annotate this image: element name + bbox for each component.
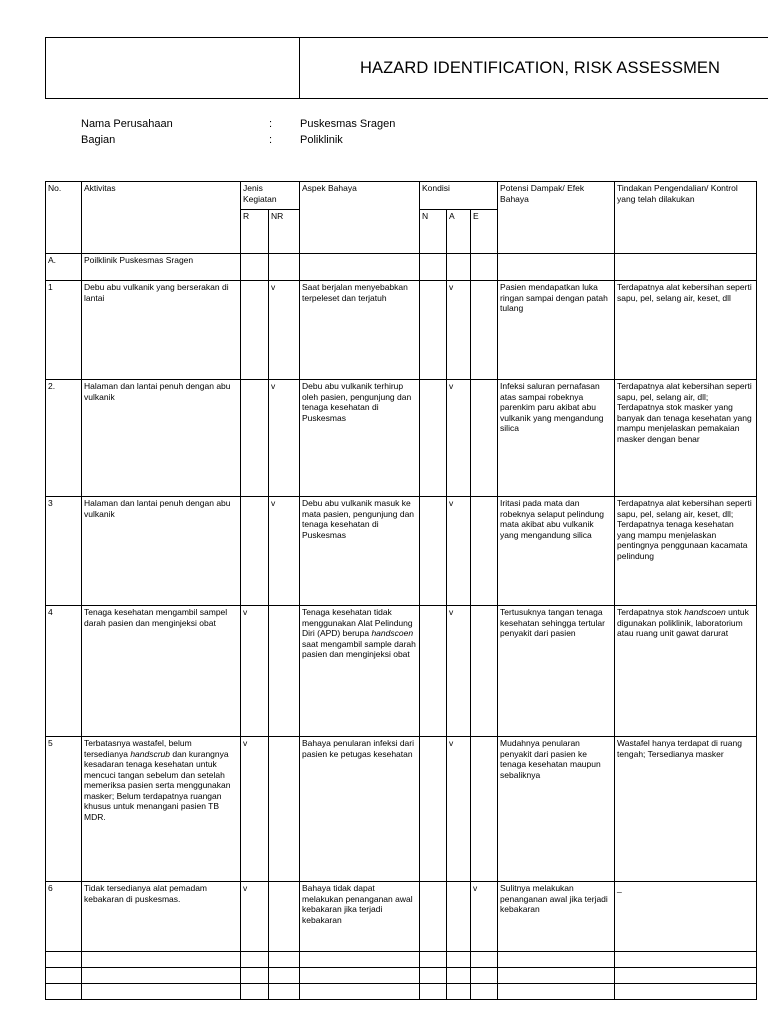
tindakan-text: untuk digunakan poliklinik, laboratorium atau ruang unit gawat darurat (617, 607, 749, 638)
empty-cell (447, 984, 471, 1000)
header-aspek-bahaya: Aspek Bahaya (300, 182, 420, 254)
company-value: Puskesmas Sragen (300, 118, 396, 130)
row-n (420, 281, 447, 380)
row-n (420, 497, 447, 606)
aspek-italic-text: handscoen (371, 628, 414, 638)
header-row (46, 182, 757, 210)
row-aspek: Bahaya tidak dapat melakukan penanganan awal kebakaran jika terjadi kebakaran (300, 882, 420, 952)
empty-cell (300, 952, 420, 968)
header-potensi-dampak: Potensi Dampak/ Efek Bahaya (498, 182, 615, 254)
header-no: No. (46, 182, 82, 254)
row-n (420, 380, 447, 497)
row-a: v (447, 281, 471, 380)
header-kondisi: Kondisi (420, 182, 498, 210)
aspek-text: Tenaga kesehatan tidak menggunakan Alat Pelindung Diri (APD) berupa (302, 607, 413, 638)
row-a (447, 882, 471, 952)
row-tindakan: Terdapatnya alat kebersihan seperti sapu, pel, selang air, keset, dll; Terdapatnya tenaga kesehatan yang mampu menjelaskan pentingnya penggunaan kacamata pelindung (615, 497, 757, 606)
empty-cell (300, 254, 420, 281)
row-nr: v (269, 281, 300, 380)
aspek-text: saat mengambil sample darah pasien dan menginjeksi obat (302, 638, 416, 659)
department-label: Bagian (81, 134, 116, 146)
section-no: A. (46, 254, 82, 281)
empty-row (46, 952, 757, 968)
empty-cell (82, 984, 241, 1000)
row-e (471, 737, 498, 882)
table-row (46, 882, 757, 952)
empty-cell (82, 952, 241, 968)
aktivitas-text: dan kurangnya kesadaran tenaga kesehatan untuk mencuci tangan sebelum dan setelah memeriksa pasien serta menggunakan masker; Belum terdapatnya ruangan khusus untuk menangani pasien TB MDR. (84, 748, 231, 822)
empty-cell (471, 968, 498, 984)
row-potensi: Tertusuknya tangan tenaga kesehatan sehingga tertular penyakit dari pasien (498, 606, 615, 737)
empty-cell (471, 984, 498, 1000)
section-title: Poilklinik Puskesmas Sragen (82, 254, 241, 281)
empty-cell (269, 968, 300, 984)
header-n: N (420, 210, 447, 254)
table-row (46, 497, 757, 606)
row-aktivitas: Debu abu vulkanik yang berserakan di lantai (82, 281, 241, 380)
document-title: HAZARD IDENTIFICATION, RISK ASSESSMEN (360, 59, 721, 77)
header-tindakan: Tindakan Pengendalian/ Kontrol yang telah dilakukan (615, 182, 757, 254)
empty-cell (447, 952, 471, 968)
row-a: v (447, 606, 471, 737)
empty-cell (498, 952, 615, 968)
empty-cell (471, 254, 498, 281)
row-n (420, 882, 447, 952)
header-e: E (471, 210, 498, 254)
company-separator: : (269, 118, 273, 130)
row-nr (269, 737, 300, 882)
row-r (241, 281, 269, 380)
row-e (471, 380, 498, 497)
row-r: v (241, 882, 269, 952)
table-row (46, 380, 757, 497)
tindakan-text: Terdapatnya stok (617, 607, 685, 617)
empty-cell (241, 968, 269, 984)
empty-cell (615, 984, 757, 1000)
row-a: v (447, 380, 471, 497)
empty-cell (447, 254, 471, 281)
row-aktivitas: Halaman dan lantai penuh dengan abu vulkanik (82, 380, 241, 497)
row-aspek: Saat berjalan menyebabkan terpeleset dan terjatuh (300, 281, 420, 380)
department-separator: : (269, 134, 273, 146)
row-e: v (471, 882, 498, 952)
empty-cell (615, 254, 757, 281)
row-potensi: Pasien mendapatkan luka ringan sampai dengan patah tulang (498, 281, 615, 380)
row-r: v (241, 737, 269, 882)
header-r: R (241, 210, 269, 254)
empty-cell (498, 984, 615, 1000)
department-value: Poliklinik (300, 134, 343, 146)
row-potensi: Infeksi saluran pernafasan atas sampai robeknya parenkim paru akibat abu vulkanik yang mengandung silica (498, 380, 615, 497)
empty-cell (46, 952, 82, 968)
row-no: 1 (46, 281, 82, 380)
row-n (420, 737, 447, 882)
row-e (471, 281, 498, 380)
empty-cell (300, 968, 420, 984)
row-aktivitas: Tenaga kesehatan mengambil sampel darah pasien dan menginjeksi obat (82, 606, 241, 737)
row-aspek: Bahaya penularan infeksi dari pasien ke petugas kesehatan (300, 737, 420, 882)
row-no: 3 (46, 497, 82, 606)
row-no: 2. (46, 380, 82, 497)
header-nr: NR (269, 210, 300, 254)
empty-row (46, 984, 757, 1000)
empty-cell (269, 952, 300, 968)
header-jenis-kegiatan: Jenis Kegiatan (241, 182, 300, 210)
table-row (46, 606, 757, 737)
row-e (471, 606, 498, 737)
empty-cell (471, 952, 498, 968)
empty-cell (241, 952, 269, 968)
table-row (46, 737, 757, 882)
empty-cell (46, 984, 82, 1000)
empty-cell (241, 984, 269, 1000)
row-no: 5 (46, 737, 82, 882)
row-aktivitas: Tidak tersedianya alat pemadam kebakaran di puskesmas. (82, 882, 241, 952)
empty-cell (269, 254, 300, 281)
row-tindakan: Wastafel hanya terdapat di ruang tengah; Tersedianya masker (615, 737, 757, 882)
row-r (241, 497, 269, 606)
aktivitas-text: Terbatasnya wastafel, belum tersedianya (84, 738, 192, 759)
empty-cell (420, 952, 447, 968)
row-no: 4 (46, 606, 82, 737)
row-tindakan: Terdapatnya alat kebersihan seperti sapu, pel, selang air, keset, dll (615, 281, 757, 380)
table-row (46, 281, 757, 380)
empty-cell (46, 968, 82, 984)
row-e (471, 497, 498, 606)
empty-cell (420, 968, 447, 984)
empty-cell (420, 254, 447, 281)
row-potensi: Iritasi pada mata dan robeknya selaput pelindung mata akibat abu vulkanik yang mengandung silica (498, 497, 615, 606)
row-a: v (447, 497, 471, 606)
row-potensi: Sulitnya melakukan penanganan awal jika terjadi kebakaran (498, 882, 615, 952)
empty-cell (420, 984, 447, 1000)
section-row (46, 254, 757, 281)
row-aktivitas: Halaman dan lantai penuh dengan abu vulkanik (82, 497, 241, 606)
row-tindakan: _ (615, 882, 757, 952)
empty-cell (615, 968, 757, 984)
row-nr: v (269, 380, 300, 497)
empty-cell (447, 968, 471, 984)
risk-assessment-table (45, 181, 757, 1000)
empty-cell (498, 254, 615, 281)
tindakan-italic-text: handscoen (684, 607, 726, 617)
aktivitas-italic-text: handscrub (130, 748, 171, 759)
row-no: 6 (46, 882, 82, 952)
row-tindakan: Terdapatnya alat kebersihan seperti sapu, pel, selang air, dll; Terdapatnya stok masker yang banyak dan tenaga kesehatan yang mampu menjelaskan pemakaian masker dengan benar (615, 380, 757, 497)
row-n (420, 606, 447, 737)
empty-row (46, 968, 757, 984)
company-label: Nama Perusahaan (81, 118, 173, 130)
logo-cell (46, 38, 300, 98)
row-aktivitas (82, 737, 241, 882)
row-aspek: Debu abu vulkanik masuk ke mata pasien, pengunjung dan tenaga kesehatan di Puskesmas (300, 497, 420, 606)
row-aspek (300, 606, 420, 737)
empty-cell (498, 968, 615, 984)
row-nr (269, 606, 300, 737)
empty-cell (241, 254, 269, 281)
row-nr (269, 882, 300, 952)
empty-cell (615, 952, 757, 968)
row-r: v (241, 606, 269, 737)
row-nr: v (269, 497, 300, 606)
row-r (241, 380, 269, 497)
empty-cell (82, 968, 241, 984)
row-a: v (447, 737, 471, 882)
row-potensi: Mudahnya penularan penyakit dari pasien ke tenaga kesehatan maupun sebaliknya (498, 737, 615, 882)
header-aktivitas: Aktivitas (82, 182, 241, 254)
empty-cell (300, 984, 420, 1000)
row-aspek: Debu abu vulkanik terhirup oleh pasien, pengunjung dan tenaga kesehatan di Puskesmas (300, 380, 420, 497)
document-header (45, 37, 768, 99)
header-a: A (447, 210, 471, 254)
empty-cell (269, 984, 300, 1000)
row-tindakan (615, 606, 757, 737)
